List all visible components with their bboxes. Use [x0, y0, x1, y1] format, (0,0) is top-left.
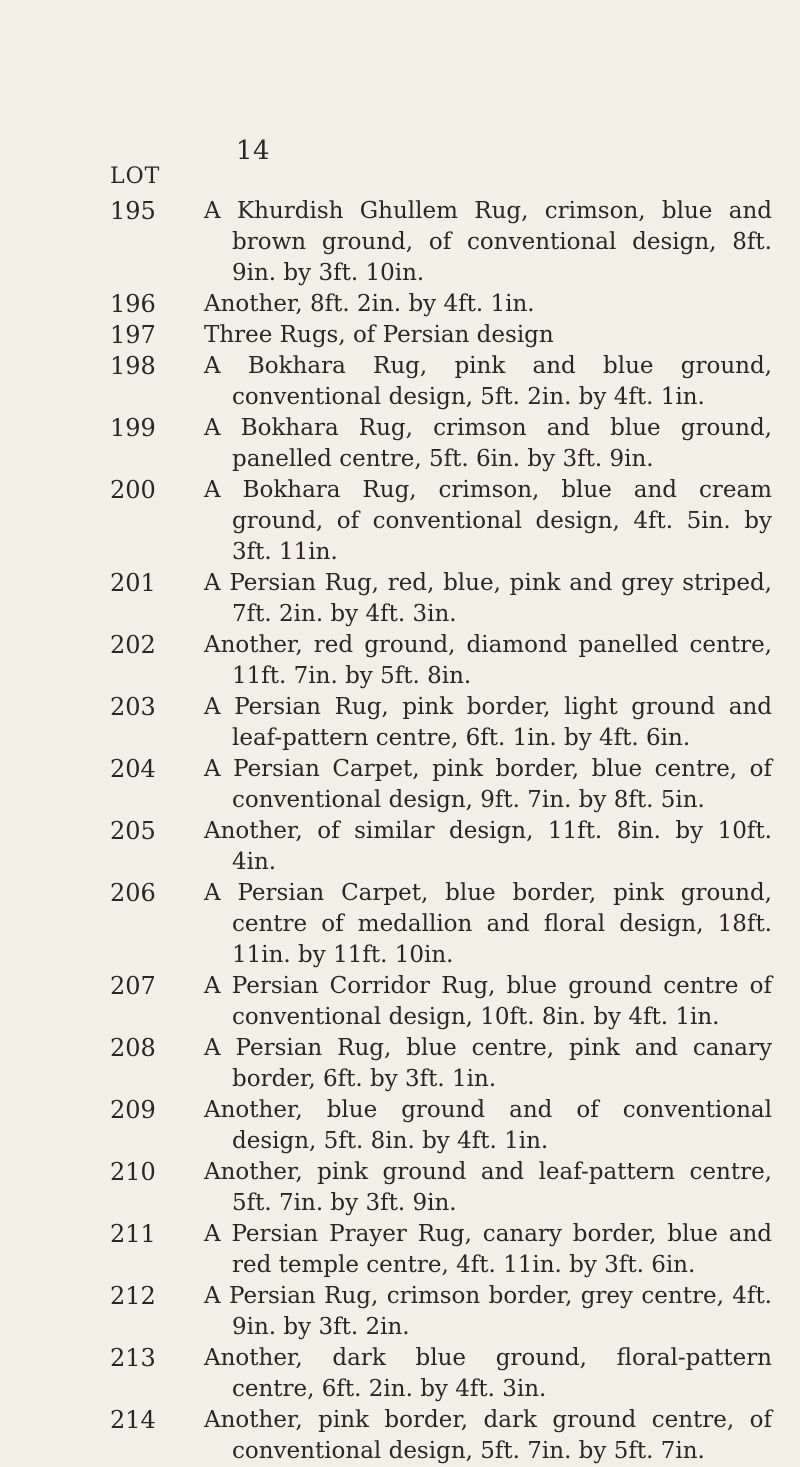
lot-description: Another, pink border, dark ground centre, of conventional design, 5ft. 7in. by 5ft. 7in.: [204, 1407, 772, 1464]
lot-number: 203: [110, 693, 156, 721]
lot-description: A Bokhara Rug, pink and blue ground, conventional design, 5ft. 2in. by 4ft. 1in.: [204, 353, 772, 410]
lot-number: 205: [110, 817, 156, 845]
lot-description: Another, of similar design, 11ft. 8in. by 10ft. 4in.: [204, 818, 772, 875]
lot-description: Another, blue ground and of conventional design, 5ft. 8in. by 4ft. 1in.: [204, 1097, 772, 1154]
lot-entry: [0, 413, 800, 475]
lot-description: A Persian Rug, blue centre, pink and canary border, 6ft. by 3ft. 1in.: [204, 1035, 772, 1092]
lot-description: A Bokhara Rug, crimson, blue and cream ground, of conventional design, 4ft. 5in. by 3ft. 11in.: [204, 477, 772, 565]
lot-entry: [0, 1405, 800, 1467]
lot-number: 209: [110, 1096, 156, 1124]
lot-entry: [0, 568, 800, 630]
lot-list: [0, 196, 800, 1467]
lot-description: A Persian Rug, pink border, light ground and leaf-pattern centre, 6ft. 1in. by 4ft. 6in.: [204, 694, 772, 751]
lot-description: A Khurdish Ghullem Rug, crimson, blue and brown ground, of conventional design, 8ft. 9in. by 3ft. 10in.: [204, 198, 772, 286]
lot-description: A Persian Rug, red, blue, pink and grey striped, 7ft. 2in. by 4ft. 3in.: [204, 570, 772, 627]
lot-entry: [0, 1033, 800, 1095]
lot-description: A Persian Carpet, blue border, pink ground, centre of medallion and floral design, 18ft. 11in. by 11ft. 10in.: [204, 880, 772, 968]
lot-entry: [0, 692, 800, 754]
lot-description: Another, 8ft. 2in. by 4ft. 1in.: [204, 291, 535, 317]
lot-entry: [0, 1281, 800, 1343]
lot-entry: [0, 196, 800, 289]
lot-entry: [0, 475, 800, 568]
lot-description: A Persian Corridor Rug, blue ground centre of conventional design, 10ft. 8in. by 4ft. 1in.: [204, 973, 772, 1030]
lot-description: A Persian Carpet, pink border, blue centre, of conventional design, 9ft. 7in. by 8ft. 5in.: [204, 756, 772, 813]
lot-entry: [0, 1157, 800, 1219]
lot-number: 200: [110, 476, 156, 504]
lot-number: 206: [110, 879, 156, 907]
lot-description: Another, red ground, diamond panelled centre, 11ft. 7in. by 5ft. 8in.: [204, 632, 772, 689]
lot-description: Three Rugs, of Persian design: [204, 322, 554, 348]
lot-entry: [0, 351, 800, 413]
lot-number: 213: [110, 1344, 156, 1372]
lot-number: 195: [110, 197, 156, 225]
lot-column-heading: LOT: [110, 164, 161, 189]
lot-description: A Bokhara Rug, crimson and blue ground, panelled centre, 5ft. 6in. by 3ft. 9in.: [204, 415, 772, 472]
lot-entry: [0, 971, 800, 1033]
lot-number: 196: [110, 290, 156, 318]
lot-number: 201: [110, 569, 156, 597]
lot-entry: [0, 630, 800, 692]
lot-description: Another, pink ground and leaf-pattern centre, 5ft. 7in. by 3ft. 9in.: [204, 1159, 772, 1216]
lot-number: 197: [110, 321, 156, 349]
lot-number: 207: [110, 972, 156, 1000]
lot-number: 210: [110, 1158, 156, 1186]
lot-number: 208: [110, 1034, 156, 1062]
lot-entry: [0, 1219, 800, 1281]
lot-number: 202: [110, 631, 156, 659]
lot-entry: [0, 878, 800, 971]
lot-number: 214: [110, 1406, 156, 1434]
lot-number: 211: [110, 1220, 156, 1248]
lot-entry: [0, 816, 800, 878]
lot-entry: [0, 320, 800, 351]
lot-number: 204: [110, 755, 156, 783]
lot-number: 212: [110, 1282, 156, 1310]
lot-entry: [0, 754, 800, 816]
lot-description: A Persian Prayer Rug, canary border, blue and red temple centre, 4ft. 11in. by 3ft. 6in.: [204, 1221, 772, 1278]
lot-entry: [0, 1095, 800, 1157]
lot-description: Another, dark blue ground, floral-pattern centre, 6ft. 2in. by 4ft. 3in.: [204, 1345, 772, 1402]
lot-entry: [0, 1343, 800, 1405]
lot-description: A Persian Rug, crimson border, grey centre, 4ft. 9in. by 3ft. 2in.: [204, 1283, 772, 1340]
page-number: 14: [236, 136, 271, 166]
lot-entry: [0, 289, 800, 320]
lot-number: 198: [110, 352, 156, 380]
lot-number: 199: [110, 414, 156, 442]
